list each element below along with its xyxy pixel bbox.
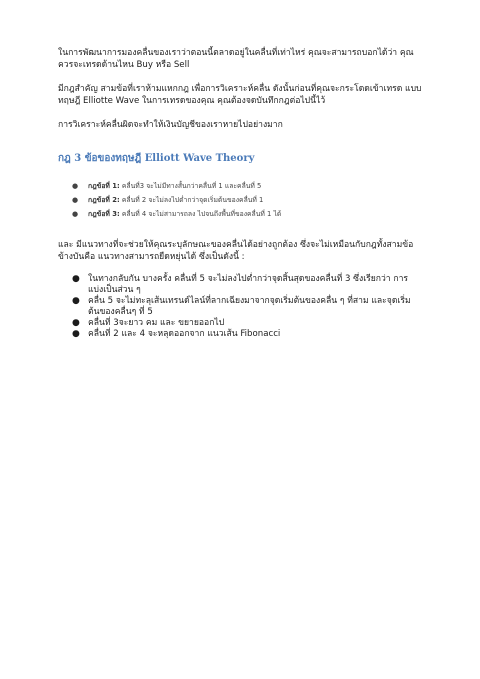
intro-paragraph-2: มีกฎสำคัญ สามข้อที่เราห้ามแหกกฎ เพื่อการวิเคราะห์คลื่น ดังนั้นก่อนที่คุณจะกระโดดเข้าเทรด แบบทฤษฎี Elliotte Wave ในการเทรดของคุณ คุณต้องจดบันทึกกฎต่อไปนี้ไว้ bbox=[58, 84, 422, 106]
bullet-icon: ● bbox=[72, 296, 80, 306]
guideline-text: คลื่นที่ 3จะยาว คม และ ขยายออกไป bbox=[88, 318, 225, 328]
bullet-icon: ● bbox=[72, 274, 80, 284]
rules-list bbox=[72, 182, 422, 224]
bullet-icon: ● bbox=[72, 182, 79, 190]
rule-text: คลื่นที่3 จะไม่มีทางสั้นกว่าคลื่นที่ 1 และคลื่นที่ 5 bbox=[121, 182, 262, 190]
bullet-icon: ● bbox=[72, 318, 80, 328]
guideline-intro: และ มีแนวทางที่จะช่วยให้คุณระบุลักษณะของคลื่นได้อย่างถูกต้อง ซึ่งจะไม่เหมือนกับกฎทั้งสามข้อ ข้างบันคือ แนวทางสามารถยืดหยุ่นได้ ซึ่งเป็นดังนี้ : bbox=[58, 240, 414, 262]
guideline-item bbox=[72, 274, 422, 296]
rule-label: กฎข้อที่ 2: bbox=[88, 196, 120, 204]
guidelines-list bbox=[72, 274, 422, 340]
guideline-item bbox=[72, 296, 422, 318]
bullet-icon: ● bbox=[72, 210, 79, 218]
intro-paragraph-1: ในการพัฒนาการมองคลื่นของเราว่าตอนนี้ตลาดอยู่ในคลื่นที่เท่าไหร่ คุณจะสามารถบอกได้ว่า คุณควรจะเทรดด้านไหน Buy หรือ Sell bbox=[58, 48, 414, 70]
guideline-item bbox=[72, 329, 422, 340]
bullet-icon: ● bbox=[72, 196, 79, 204]
bullet-icon: ● bbox=[72, 329, 80, 339]
intro-paragraph-3: การวิเคราะห์คลื่นผิดจะทำให้เงินบัญชีของเราหายไปอย่างมาก bbox=[58, 120, 283, 130]
rule-label: กฎข้อที่ 1: bbox=[88, 182, 120, 190]
guideline-text: ในทางกลับกัน บางครั้ง คลื่นที่ 5 จะไม่ลงไปต่ำกว่าจุดสิ้นสุดของคลื่นที่ 3 ซึ่งเรียกว่า การแบ่งเป็นส่วน ๆ bbox=[88, 274, 409, 295]
section-heading: กฎ 3 ข้อของทฤษฎี Elliott Wave Theory bbox=[58, 153, 255, 164]
guideline-item bbox=[72, 318, 422, 329]
rule-item bbox=[72, 182, 422, 190]
rule-label: กฎข้อที่ 3: bbox=[88, 210, 120, 218]
rule-text: คลื่นที่ 2 จะไม่ลงไปต่ำกว่าจุดเริ่มต้นของคลื่นที่ 1 bbox=[121, 196, 264, 204]
guideline-text: คลื่นที่ 2 และ 4 จะหลุดออกจาก แนวเส้น Fibonacci bbox=[88, 329, 281, 339]
guideline-text: คลื่น 5 จะไม่ทะลุเส้นเทรนด์ไลน์ที่ลากเฉียงมาจากจุดเริ่มต้นของคลื่น ๆ ที่สาม และจุดเริ่มต้นของคลื่นๆ ที่ 5 bbox=[88, 296, 411, 317]
rule-item bbox=[72, 210, 422, 218]
rule-text: คลื่นที่ 4 จะไม่สามารถลง ไปจนถึงพื้นที่ของคลื่นที่ 1 ได้ bbox=[121, 210, 282, 218]
rule-item bbox=[72, 196, 422, 204]
